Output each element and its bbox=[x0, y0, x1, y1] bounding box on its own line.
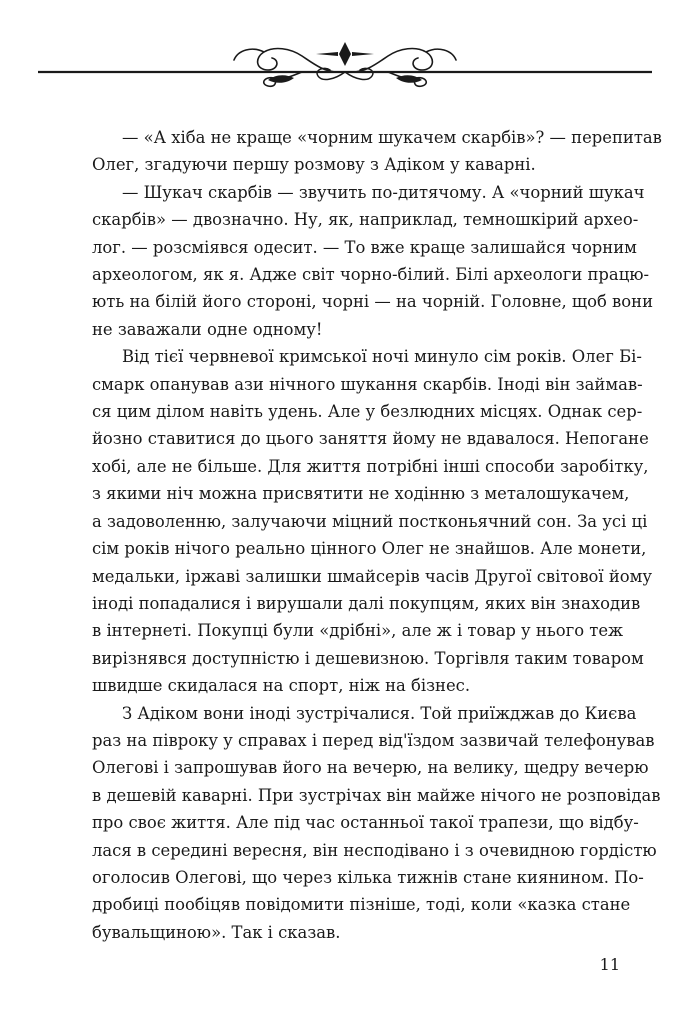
text-line: лася в середині вересня, він несподівано і з очевидною гордістю bbox=[92, 840, 657, 860]
text-line: вирізнявся доступністю і дешевизною. Торгівля таким товаром bbox=[92, 648, 644, 668]
text-line: не заважали одне одному! bbox=[92, 319, 323, 339]
text-line: ють на білій його стороні, чорні — на чорній. Головне, щоб вони bbox=[92, 292, 653, 312]
text-line: Олег, згадуючи першу розмову з Адіком у каварні. bbox=[92, 155, 536, 175]
text-line: смарк опанував ази нічного шукання скарбів. Іноді він займав- bbox=[92, 374, 643, 394]
paragraph bbox=[92, 700, 661, 947]
text-line: Від тієї червневої кримської ночі минуло сім років. Олег Бі- bbox=[122, 347, 642, 367]
text-line: про своє життя. Але під час останньої такої трапези, що відбу- bbox=[92, 813, 639, 833]
text-line: медальки, іржаві залишки шмайсерів часів Другої світової йому bbox=[92, 566, 653, 586]
text-line: хобі, але не більше. Для життя потрібні інші способи заробітку, bbox=[92, 456, 649, 476]
text-line: дробиці пообіцяв повідомити пізніше, тоді, коли «казка стане bbox=[92, 895, 631, 915]
body-text bbox=[92, 124, 662, 946]
text-line: сім років нічого реально цінного Олег не знайшов. Але монети, bbox=[92, 539, 647, 559]
text-line: лог. — розсміявся одесит. — То вже краще залишайся чорним bbox=[92, 237, 637, 257]
text-line: з якими ніч можна присвятити не ходінню з металошукачем, bbox=[92, 484, 630, 504]
text-line: в інтернеті. Покупці були «дрібні», але ж і товар у нього теж bbox=[92, 621, 624, 641]
text-line: скарбів» — двозначно. Ну, як, наприклад, темношкірий архео- bbox=[92, 210, 639, 230]
text-line: Олегові і запрошував його на вечерю, на велику, щедру вечерю bbox=[92, 758, 649, 778]
text-line: іноді попадалися і вирушали далі покупцям, яких він знаходив bbox=[92, 593, 641, 613]
paragraph bbox=[92, 179, 653, 343]
text-line: раз на півроку у справах і перед від'їздом зазвичай телефонував bbox=[92, 730, 655, 750]
center-diamond-ornament bbox=[339, 42, 351, 66]
text-line: бувальщиною». Так і сказав. bbox=[92, 922, 341, 942]
text-line: — «А хіба не краще «чорним шукачем скарбів»? — перепитав bbox=[122, 128, 662, 147]
text-line: ся цим ділом навіть удень. Але у безлюдних місцях. Однак сер- bbox=[92, 402, 643, 422]
paragraph bbox=[92, 343, 653, 699]
text-line: археологом, як я. Адже світ чорно-білий. Білі археологи працю- bbox=[92, 265, 650, 285]
text-line: — Шукач скарбів — звучить по-дитячому. А «чорний шукач bbox=[122, 182, 645, 202]
text-line: в дешевій каварні. При зустрічах він майже нічого не розповідав bbox=[92, 785, 661, 805]
ornamental-header-divider bbox=[38, 36, 652, 94]
text-line: оголосив Олегові, що через кілька тижнів стане киянином. По- bbox=[92, 867, 644, 887]
text-line: З Адіком вони іноді зустрічалися. Той приїжджав до Києва bbox=[122, 703, 637, 723]
page-number: 11 bbox=[599, 955, 620, 974]
left-spike-ornament bbox=[316, 52, 338, 56]
paragraph bbox=[92, 124, 662, 179]
right-spike-ornament bbox=[352, 52, 374, 56]
text-line: швидше скидалася на спорт, ніж на бізнес. bbox=[92, 676, 471, 696]
text-line: а задоволенню, залучаючи міцний постконьячний сон. За усі ці bbox=[92, 511, 648, 531]
text-line: йозно ставитися до цього заняття йому не вдавалося. Непогане bbox=[92, 429, 649, 449]
